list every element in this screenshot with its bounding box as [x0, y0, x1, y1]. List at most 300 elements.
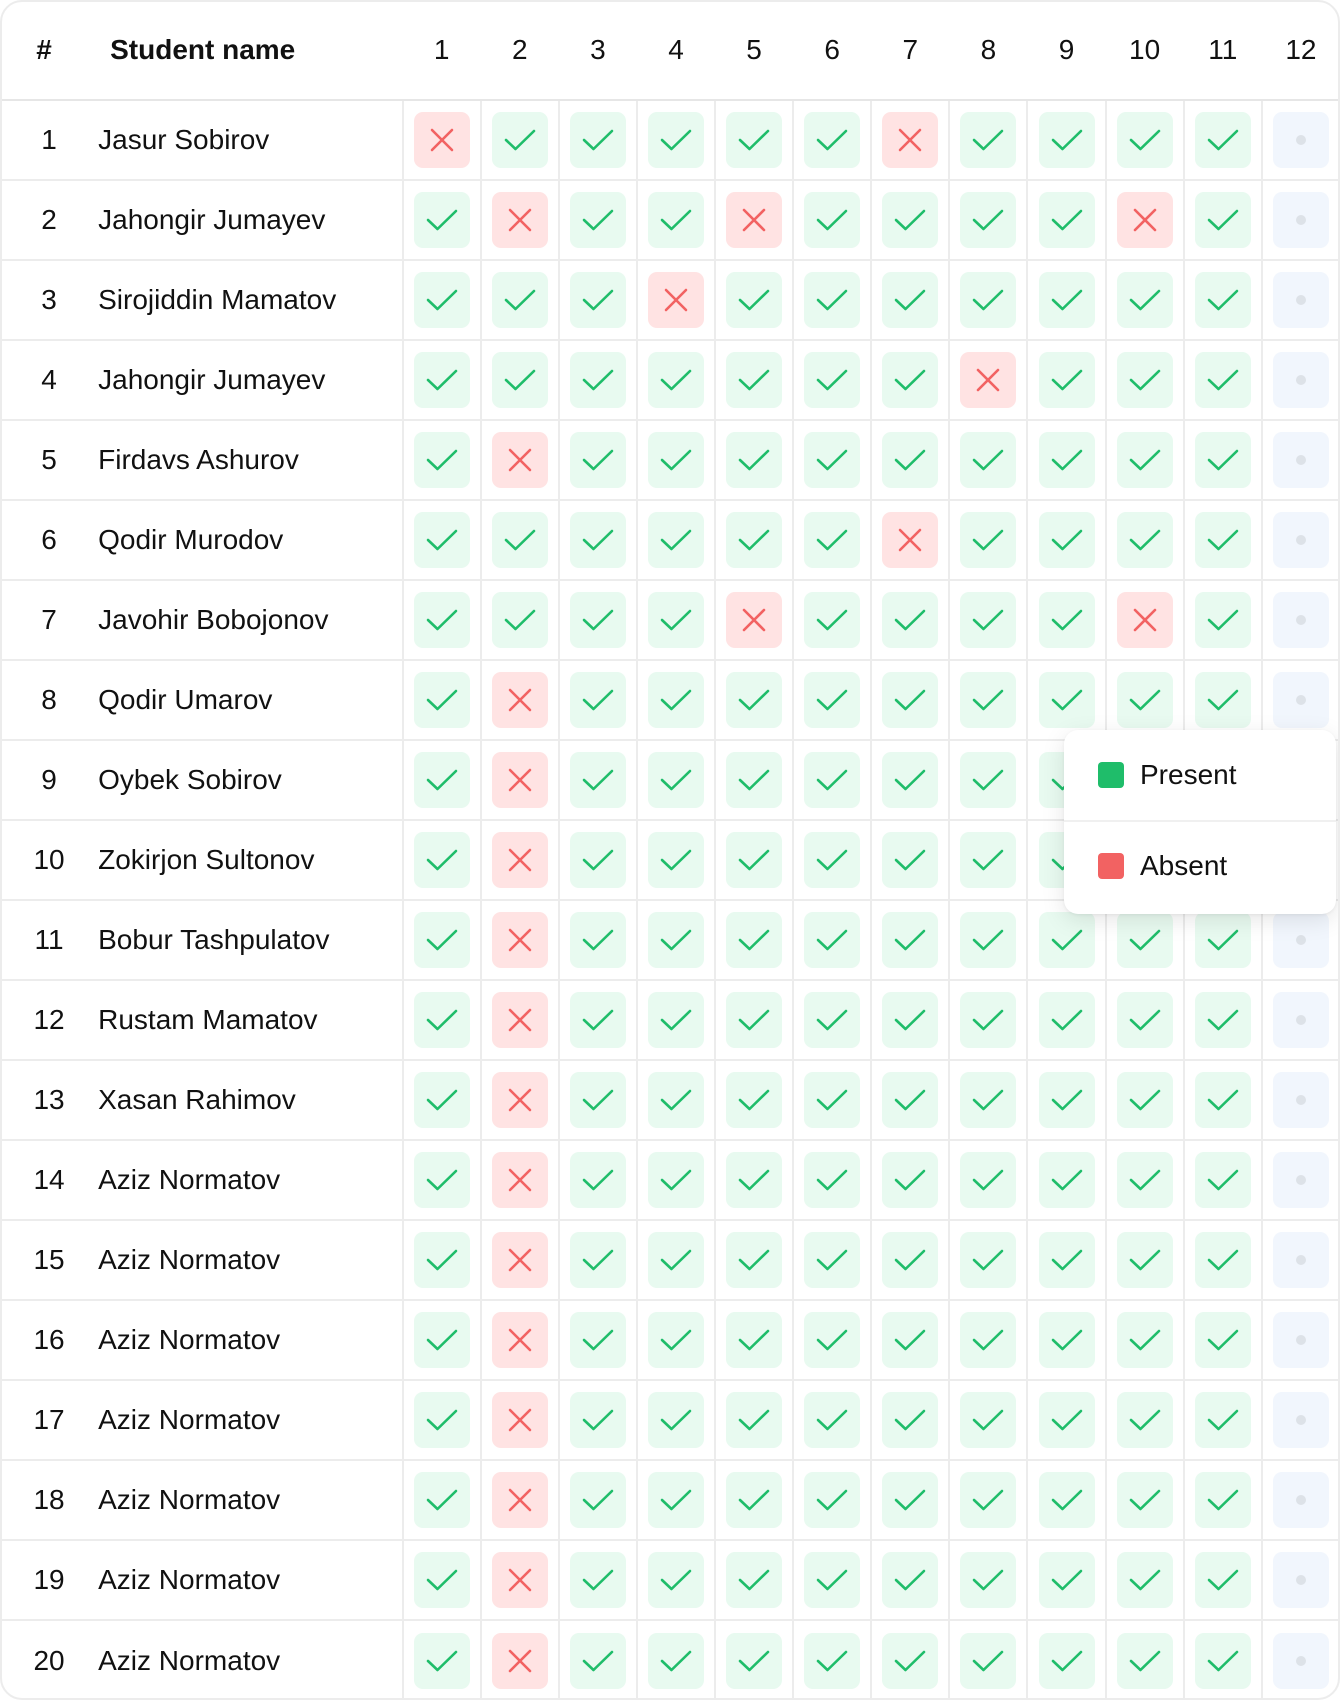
present-check-icon[interactable]	[648, 752, 704, 808]
present-check-icon[interactable]	[570, 1072, 626, 1128]
present-check-icon[interactable]	[804, 192, 860, 248]
present-check-icon[interactable]	[1195, 1232, 1251, 1288]
present-check-icon[interactable]	[882, 1633, 938, 1689]
table-row	[0, 180, 1340, 260]
present-check-icon[interactable]	[1195, 1472, 1251, 1528]
present-check-icon[interactable]	[492, 592, 548, 648]
attendance-cell	[715, 100, 793, 180]
present-check-icon[interactable]	[414, 912, 470, 968]
absent-cross-icon[interactable]	[492, 1312, 548, 1368]
student-name[interactable]: Jahongir Jumayev	[88, 340, 402, 420]
absent-cross-icon[interactable]	[414, 112, 470, 168]
present-check-icon[interactable]	[804, 832, 860, 888]
present-check-icon[interactable]	[414, 592, 470, 648]
present-check-icon[interactable]	[570, 112, 626, 168]
present-check-icon[interactable]	[804, 1232, 860, 1288]
attendance-cell	[871, 260, 949, 340]
present-check-icon[interactable]	[414, 1312, 470, 1368]
present-check-icon[interactable]	[882, 1392, 938, 1448]
absent-cross-icon[interactable]	[492, 672, 548, 728]
present-check-icon[interactable]	[648, 1312, 704, 1368]
unmarked-dot-icon[interactable]	[1273, 592, 1329, 648]
present-check-icon[interactable]	[570, 912, 626, 968]
attendance-cell	[793, 1540, 871, 1620]
present-check-icon[interactable]	[1117, 1392, 1173, 1448]
present-check-icon[interactable]	[1195, 192, 1251, 248]
unmarked-dot-icon[interactable]	[1273, 192, 1329, 248]
present-check-icon[interactable]	[804, 1472, 860, 1528]
row-number: 18	[0, 1460, 88, 1540]
present-check-icon[interactable]	[960, 832, 1016, 888]
absent-cross-icon[interactable]	[492, 992, 548, 1048]
present-check-icon[interactable]	[1039, 1232, 1095, 1288]
present-check-icon[interactable]	[414, 1152, 470, 1208]
present-check-icon[interactable]	[1195, 1312, 1251, 1368]
student-name[interactable]: Firdavs Ashurov	[88, 420, 402, 500]
present-check-icon[interactable]	[804, 112, 860, 168]
student-name[interactable]: Javohir Bobojonov	[88, 580, 402, 660]
present-check-icon[interactable]	[960, 112, 1016, 168]
present-check-icon[interactable]	[960, 1312, 1016, 1368]
present-check-icon[interactable]	[1117, 1552, 1173, 1608]
present-check-icon[interactable]	[882, 992, 938, 1048]
present-check-icon[interactable]	[1195, 112, 1251, 168]
student-name[interactable]: Xasan Rahimov	[88, 1060, 402, 1140]
present-check-icon[interactable]	[414, 432, 470, 488]
present-check-icon[interactable]	[1039, 192, 1095, 248]
unmarked-dot-icon[interactable]	[1273, 1633, 1329, 1689]
unmarked-dot-icon[interactable]	[1273, 352, 1329, 408]
attendance-cell	[1262, 1300, 1340, 1380]
present-check-icon[interactable]	[570, 832, 626, 888]
present-check-icon[interactable]	[1039, 352, 1095, 408]
present-check-icon[interactable]	[1195, 1152, 1251, 1208]
student-name[interactable]: Aziz Normatov	[88, 1380, 402, 1460]
present-check-icon[interactable]	[960, 672, 1016, 728]
present-check-icon[interactable]	[414, 352, 470, 408]
present-check-icon[interactable]	[804, 1312, 860, 1368]
present-check-icon[interactable]	[1039, 512, 1095, 568]
attendance-cell	[1106, 1300, 1184, 1380]
present-check-icon[interactable]	[882, 1472, 938, 1528]
attendance-cell	[637, 420, 715, 500]
present-check-icon[interactable]	[1195, 1552, 1251, 1608]
present-check-icon[interactable]	[726, 1152, 782, 1208]
attendance-cell	[1106, 340, 1184, 420]
present-check-icon[interactable]	[1117, 1472, 1173, 1528]
present-check-icon[interactable]	[804, 1633, 860, 1689]
present-check-icon[interactable]	[726, 752, 782, 808]
present-check-icon[interactable]	[648, 1232, 704, 1288]
student-name[interactable]: Aziz Normatov	[88, 1620, 402, 1700]
attendance-cell	[793, 1300, 871, 1380]
present-check-icon[interactable]	[1039, 672, 1095, 728]
present-check-icon[interactable]	[804, 992, 860, 1048]
present-check-icon[interactable]	[804, 272, 860, 328]
student-name[interactable]: Aziz Normatov	[88, 1300, 402, 1380]
absent-cross-icon[interactable]	[492, 752, 548, 808]
unmarked-dot-icon[interactable]	[1273, 112, 1329, 168]
present-check-icon[interactable]	[804, 912, 860, 968]
unmarked-dot-icon[interactable]	[1273, 992, 1329, 1048]
present-check-icon[interactable]	[726, 1072, 782, 1128]
absent-cross-icon[interactable]	[1117, 192, 1173, 248]
attendance-cell	[637, 1620, 715, 1700]
present-check-icon[interactable]	[414, 1392, 470, 1448]
present-check-icon[interactable]	[648, 112, 704, 168]
legend-item-present[interactable]	[1064, 730, 1336, 820]
absent-cross-icon[interactable]	[648, 272, 704, 328]
present-check-icon[interactable]	[492, 112, 548, 168]
present-check-icon[interactable]	[1039, 592, 1095, 648]
student-name[interactable]: Jasur Sobirov	[88, 100, 402, 180]
student-name[interactable]: Aziz Normatov	[88, 1460, 402, 1540]
absent-cross-icon[interactable]	[492, 1232, 548, 1288]
present-check-icon[interactable]	[1117, 992, 1173, 1048]
present-check-icon[interactable]	[648, 912, 704, 968]
present-check-icon[interactable]	[960, 272, 1016, 328]
present-check-icon[interactable]	[648, 992, 704, 1048]
present-check-icon[interactable]	[726, 1232, 782, 1288]
absent-cross-icon[interactable]	[492, 1152, 548, 1208]
attendance-cell	[871, 180, 949, 260]
present-check-icon[interactable]	[726, 912, 782, 968]
present-check-icon[interactable]	[882, 592, 938, 648]
present-check-icon[interactable]	[726, 832, 782, 888]
attendance-cell	[1106, 500, 1184, 580]
present-check-icon[interactable]	[1039, 1472, 1095, 1528]
present-check-icon[interactable]	[648, 352, 704, 408]
attendance-cell	[715, 580, 793, 660]
row-number: 1	[0, 100, 88, 180]
attendance-cell	[871, 740, 949, 820]
present-check-icon[interactable]	[726, 512, 782, 568]
present-check-icon[interactable]	[804, 352, 860, 408]
present-check-icon[interactable]	[960, 1232, 1016, 1288]
absent-cross-icon[interactable]	[1117, 592, 1173, 648]
present-check-icon[interactable]	[804, 672, 860, 728]
student-name[interactable]: Bobur Tashpulatov	[88, 900, 402, 980]
present-check-icon[interactable]	[414, 1472, 470, 1528]
unmarked-dot-icon[interactable]	[1273, 1392, 1329, 1448]
unmarked-dot-icon[interactable]	[1273, 1152, 1329, 1208]
present-check-icon[interactable]	[726, 1552, 782, 1608]
present-check-icon[interactable]	[960, 512, 1016, 568]
present-check-icon[interactable]	[648, 1633, 704, 1689]
present-check-icon[interactable]	[960, 1633, 1016, 1689]
unmarked-dot-icon[interactable]	[1273, 1472, 1329, 1528]
attendance-cell	[1027, 260, 1105, 340]
present-check-icon[interactable]	[570, 1232, 626, 1288]
present-check-icon[interactable]	[726, 992, 782, 1048]
attendance-cell	[403, 580, 481, 660]
present-check-icon[interactable]	[960, 1392, 1016, 1448]
unmarked-dot-icon[interactable]	[1273, 1312, 1329, 1368]
attendance-cell	[793, 1060, 871, 1140]
absent-cross-icon[interactable]	[492, 1392, 548, 1448]
present-check-icon[interactable]	[726, 1633, 782, 1689]
present-check-icon[interactable]	[1039, 432, 1095, 488]
absent-cross-icon[interactable]	[492, 432, 548, 488]
student-name[interactable]: Rustam Mamatov	[88, 980, 402, 1060]
absent-cross-icon[interactable]	[492, 1072, 548, 1128]
present-check-icon[interactable]	[960, 1552, 1016, 1608]
present-check-icon[interactable]	[648, 592, 704, 648]
legend-item-absent[interactable]	[1064, 820, 1336, 910]
present-check-icon[interactable]	[804, 752, 860, 808]
attendance-cell	[559, 260, 637, 340]
present-check-icon[interactable]	[960, 752, 1016, 808]
present-check-icon[interactable]	[570, 592, 626, 648]
present-check-icon[interactable]	[570, 992, 626, 1048]
present-check-icon[interactable]	[960, 1152, 1016, 1208]
present-check-icon[interactable]	[1195, 512, 1251, 568]
present-check-icon[interactable]	[1195, 992, 1251, 1048]
dot-icon	[1296, 1255, 1306, 1265]
present-check-icon[interactable]	[570, 1312, 626, 1368]
present-check-icon[interactable]	[570, 1152, 626, 1208]
table-row	[0, 500, 1340, 580]
column-header-student-name[interactable]: Student name	[88, 0, 402, 100]
attendance-cell	[403, 500, 481, 580]
present-check-icon[interactable]	[1195, 592, 1251, 648]
present-check-icon[interactable]	[414, 1633, 470, 1689]
student-name[interactable]: Qodir Murodov	[88, 500, 402, 580]
attendance-cell	[1262, 100, 1340, 180]
student-name[interactable]: Aziz Normatov	[88, 1540, 402, 1620]
attendance-cell	[949, 1060, 1027, 1140]
present-check-icon[interactable]	[804, 592, 860, 648]
present-check-icon[interactable]	[882, 272, 938, 328]
attendance-cell	[403, 660, 481, 740]
unmarked-dot-icon[interactable]	[1273, 432, 1329, 488]
present-check-icon[interactable]	[1117, 112, 1173, 168]
present-check-icon[interactable]	[414, 192, 470, 248]
present-check-icon[interactable]	[1195, 432, 1251, 488]
present-check-icon[interactable]	[648, 432, 704, 488]
attendance-cell	[403, 1140, 481, 1220]
row-number: 13	[0, 1060, 88, 1140]
present-check-icon[interactable]	[882, 352, 938, 408]
present-check-icon[interactable]	[1195, 1633, 1251, 1689]
present-check-icon[interactable]	[570, 192, 626, 248]
unmarked-dot-icon[interactable]	[1273, 1232, 1329, 1288]
absent-cross-icon[interactable]	[960, 352, 1016, 408]
student-name[interactable]: Sirojiddin Mamatov	[88, 260, 402, 340]
present-check-icon[interactable]	[960, 1072, 1016, 1128]
present-check-icon[interactable]	[414, 1552, 470, 1608]
row-number: 3	[0, 260, 88, 340]
present-check-icon[interactable]	[1117, 672, 1173, 728]
dot-icon	[1296, 215, 1306, 225]
attendance-cell	[949, 900, 1027, 980]
student-name[interactable]: Oybek Sobirov	[88, 740, 402, 820]
student-name[interactable]: Jahongir Jumayev	[88, 180, 402, 260]
present-check-icon[interactable]	[1195, 672, 1251, 728]
unmarked-dot-icon[interactable]	[1273, 1072, 1329, 1128]
present-check-icon[interactable]	[648, 832, 704, 888]
present-check-icon[interactable]	[1117, 1312, 1173, 1368]
present-check-icon[interactable]	[1195, 1072, 1251, 1128]
present-check-icon[interactable]	[1039, 272, 1095, 328]
present-check-icon[interactable]	[492, 272, 548, 328]
present-check-icon[interactable]	[648, 1552, 704, 1608]
present-check-icon[interactable]	[960, 192, 1016, 248]
present-check-icon[interactable]	[648, 1472, 704, 1528]
present-check-icon[interactable]	[804, 1392, 860, 1448]
present-check-icon[interactable]	[1117, 1152, 1173, 1208]
attendance-cell	[481, 1540, 559, 1620]
present-check-icon[interactable]	[960, 432, 1016, 488]
present-check-icon[interactable]	[1195, 912, 1251, 968]
present-check-icon[interactable]	[804, 1072, 860, 1128]
present-check-icon[interactable]	[882, 1312, 938, 1368]
student-name[interactable]: Aziz Normatov	[88, 1140, 402, 1220]
present-check-icon[interactable]	[804, 432, 860, 488]
absent-cross-icon[interactable]	[492, 1552, 548, 1608]
present-check-icon[interactable]	[882, 832, 938, 888]
absent-cross-icon[interactable]	[882, 512, 938, 568]
present-check-icon[interactable]	[570, 752, 626, 808]
present-check-icon[interactable]	[414, 272, 470, 328]
present-check-icon[interactable]	[414, 992, 470, 1048]
present-check-icon[interactable]	[570, 432, 626, 488]
attendance-cell	[481, 420, 559, 500]
attendance-cell	[1184, 1460, 1262, 1540]
unmarked-dot-icon[interactable]	[1273, 912, 1329, 968]
attendance-cell	[637, 980, 715, 1060]
present-check-icon[interactable]	[1039, 112, 1095, 168]
attendance-cell	[1262, 1620, 1340, 1700]
present-check-icon[interactable]	[726, 1472, 782, 1528]
attendance-cell	[1262, 1380, 1340, 1460]
present-check-icon[interactable]	[1039, 912, 1095, 968]
present-check-icon[interactable]	[960, 912, 1016, 968]
table-row	[0, 1380, 1340, 1460]
unmarked-dot-icon[interactable]	[1273, 512, 1329, 568]
present-check-icon[interactable]	[570, 352, 626, 408]
attendance-cell	[871, 580, 949, 660]
absent-cross-icon[interactable]	[492, 832, 548, 888]
present-check-icon[interactable]	[648, 192, 704, 248]
present-check-icon[interactable]	[882, 1152, 938, 1208]
absent-cross-icon[interactable]	[492, 912, 548, 968]
present-check-icon[interactable]	[1117, 432, 1173, 488]
student-name[interactable]: Qodir Umarov	[88, 660, 402, 740]
present-check-icon[interactable]	[570, 1392, 626, 1448]
present-check-icon[interactable]	[960, 992, 1016, 1048]
present-check-icon[interactable]	[1039, 1152, 1095, 1208]
present-check-icon[interactable]	[960, 1472, 1016, 1528]
present-check-icon[interactable]	[726, 1392, 782, 1448]
present-check-icon[interactable]	[648, 512, 704, 568]
present-check-icon[interactable]	[570, 272, 626, 328]
present-check-icon[interactable]	[1117, 1633, 1173, 1689]
present-check-icon[interactable]	[648, 1392, 704, 1448]
absent-cross-icon[interactable]	[492, 1472, 548, 1528]
present-check-icon[interactable]	[882, 1232, 938, 1288]
present-check-icon[interactable]	[414, 1072, 470, 1128]
present-check-icon[interactable]	[1195, 272, 1251, 328]
student-name[interactable]: Aziz Normatov	[88, 1220, 402, 1300]
dot-icon	[1296, 1656, 1306, 1666]
present-check-icon[interactable]	[726, 352, 782, 408]
absent-cross-icon[interactable]	[726, 192, 782, 248]
present-check-icon[interactable]	[648, 672, 704, 728]
present-check-icon[interactable]	[726, 1312, 782, 1368]
unmarked-dot-icon[interactable]	[1273, 672, 1329, 728]
present-check-icon[interactable]	[648, 1152, 704, 1208]
present-check-icon[interactable]	[882, 672, 938, 728]
present-check-icon[interactable]	[726, 112, 782, 168]
present-check-icon[interactable]	[882, 752, 938, 808]
unmarked-dot-icon[interactable]	[1273, 1552, 1329, 1608]
present-check-icon[interactable]	[1195, 352, 1251, 408]
present-check-icon[interactable]	[804, 512, 860, 568]
present-check-icon[interactable]	[570, 1552, 626, 1608]
absent-cross-icon[interactable]	[492, 192, 548, 248]
present-check-icon[interactable]	[1195, 1392, 1251, 1448]
present-check-icon[interactable]	[1039, 992, 1095, 1048]
present-check-icon[interactable]	[492, 512, 548, 568]
present-check-icon[interactable]	[1039, 1633, 1095, 1689]
present-check-icon[interactable]	[726, 432, 782, 488]
present-check-icon[interactable]	[1117, 352, 1173, 408]
present-check-icon[interactable]	[414, 1232, 470, 1288]
unmarked-dot-icon[interactable]	[1273, 272, 1329, 328]
present-check-icon[interactable]	[726, 272, 782, 328]
present-check-icon[interactable]	[882, 1552, 938, 1608]
present-check-icon[interactable]	[570, 1472, 626, 1528]
present-check-icon[interactable]	[1117, 1232, 1173, 1288]
present-check-icon[interactable]	[648, 1072, 704, 1128]
present-check-icon[interactable]	[1039, 1392, 1095, 1448]
present-check-icon[interactable]	[1039, 1072, 1095, 1128]
present-check-icon[interactable]	[1039, 1552, 1095, 1608]
attendance-cell	[715, 1380, 793, 1460]
student-name[interactable]: Zokirjon Sultonov	[88, 820, 402, 900]
present-check-icon[interactable]	[414, 832, 470, 888]
absent-cross-icon[interactable]	[882, 112, 938, 168]
present-check-icon[interactable]	[882, 1072, 938, 1128]
present-check-icon[interactable]	[1117, 512, 1173, 568]
present-check-icon[interactable]	[960, 592, 1016, 648]
present-check-icon[interactable]	[492, 352, 548, 408]
present-check-icon[interactable]	[804, 1552, 860, 1608]
present-check-icon[interactable]	[1117, 272, 1173, 328]
attendance-cell	[481, 1300, 559, 1380]
present-check-icon[interactable]	[1117, 1072, 1173, 1128]
present-check-icon[interactable]	[882, 192, 938, 248]
present-check-icon[interactable]	[414, 512, 470, 568]
present-check-icon[interactable]	[882, 432, 938, 488]
present-check-icon[interactable]	[1117, 912, 1173, 968]
absent-cross-icon[interactable]	[492, 1633, 548, 1689]
present-check-icon[interactable]	[882, 912, 938, 968]
present-check-icon[interactable]	[726, 672, 782, 728]
row-number: 15	[0, 1220, 88, 1300]
present-check-icon[interactable]	[804, 1152, 860, 1208]
present-check-icon[interactable]	[570, 1633, 626, 1689]
attendance-cell	[715, 500, 793, 580]
dot-icon	[1296, 1015, 1306, 1025]
present-check-icon[interactable]	[570, 672, 626, 728]
present-check-icon[interactable]	[1039, 1312, 1095, 1368]
present-check-icon[interactable]	[570, 512, 626, 568]
absent-cross-icon[interactable]	[726, 592, 782, 648]
present-check-icon[interactable]	[414, 672, 470, 728]
present-check-icon[interactable]	[414, 752, 470, 808]
